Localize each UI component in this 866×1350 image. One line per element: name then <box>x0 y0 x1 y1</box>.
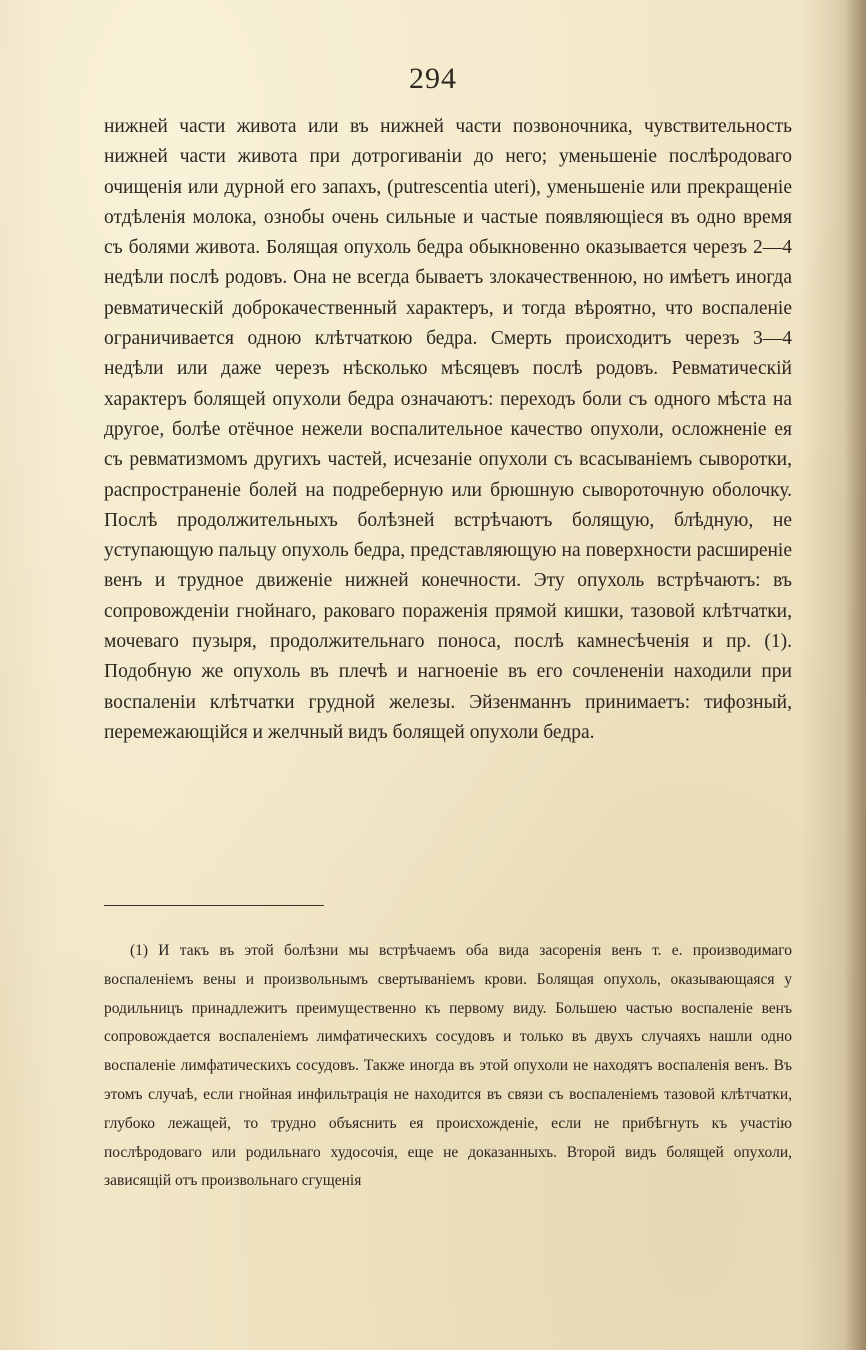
main-body-text: нижней части живота или въ нижней части позвоночника, чувствительность нижней части живота при дотрогиваніи до него; уменьшеніе послѣродоваго очищенія или дурной его запахъ, (putrescentia uteri), уменьшеніе или прекращеніе отдѣленія молока, ознобы очень сильные и частые появляющіеся въ одно время съ болями живота. Болящая опухоль бедра обыкновенно оказывается черезъ 2—4 недѣли послѣ родовъ. Она не всегда бываетъ злокачественною, но имѣетъ иногда ревматическій доброкачественный характеръ, и тогда вѣроятно, что воспаленіе ограничивается одною клѣтчаткою бедра. Смерть происходитъ черезъ 3—4 недѣли или даже черезъ нѣсколько мѣсяцевъ послѣ родовъ. Ревматическій характеръ болящей опухоли бедра означаютъ: переходъ боли съ одного мѣста на другое, болѣе отёчное нежели воспалительное качество опухоли, осложненіе ея съ ревматизмомъ другихъ частей, исчезаніе опухоли съ всасываніемъ сыворотки, распространеніе болей на подреберную или брюшную сывороточную оболочку. Послѣ продолжительныхъ болѣзней встрѣчаютъ болящую, блѣдную, не уступающую пальцу опухоль бедра, представляющую на поверхности расширеніе венъ и трудное движеніе нижней конечности. Эту опухоль встрѣчаютъ: въ сопровожденіи гнойнаго, раковаго пораженія прямой кишки, тазовой клѣтчатки, мочеваго пузыря, продолжительнаго поноса, послѣ камнесѣченія и пр. (1). Подобную же опухоль въ плечѣ и нагноеніе въ его сочлененіи находили при воспаленіи клѣтчатки грудной железы. Эйзенманнъ принимаетъ: тифозный, перемежающійся и желчный видъ болящей опухоли бедра. <box>104 116 792 743</box>
page-edge-shadow <box>844 0 866 1350</box>
footnote-text <box>104 937 792 1196</box>
footnote-body: (1) И такъ въ этой болѣзни мы встрѣчаемъ оба вида засоренія венъ т. е. производимаго воспаленіемъ вены и произвольнымъ свертываніемъ крови. Болящая опухоль, оказывающаяся у родильницъ принадлежитъ преимущественно къ первому виду. Большею частью воспаленіе венъ сопровождается воспаленіемъ лимфатическихъ сосудовъ и только въ двухъ случаяхъ нашли одно воспаленіе лимфатическихъ сосудовъ. Также иногда въ этой опухоли не находятъ воспаленія венъ. Въ этомъ случаѣ, если гнойная инфильтрація не находится въ связи съ воспаленіемъ тазовой клѣтчатки, глубоко лежащей, то трудно объяснить ея происхожденіе, если не прибѣгнуть къ участію послѣродоваго или родильнаго худосочія, еще не доказанныхъ. Второй видъ болящей опухоли, зависящій отъ произвольнаго сгущенія <box>104 942 792 1190</box>
page-number: 294 <box>409 62 457 95</box>
footnote-separator <box>104 905 324 906</box>
